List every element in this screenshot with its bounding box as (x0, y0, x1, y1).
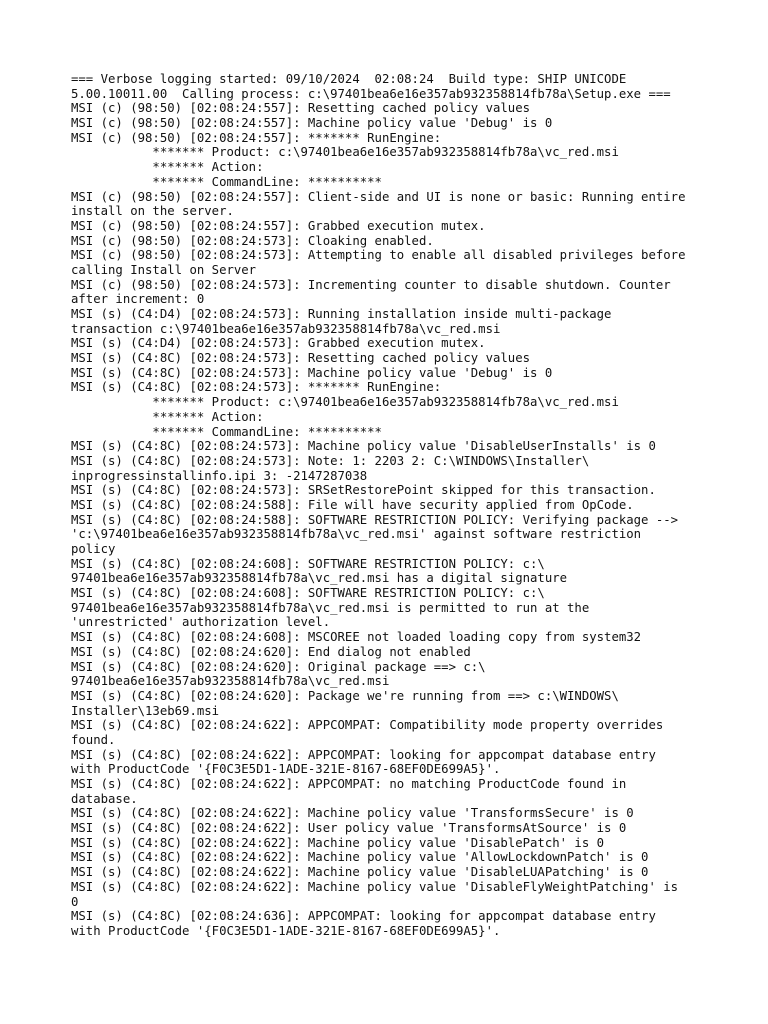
log-line: MSI (s) (C4:8C) [02:08:24:620]: Package we're running from ==> c:\WINDOWS\ (71, 688, 619, 703)
log-line: after increment: 0 (71, 292, 205, 307)
log-line: MSI (s) (C4:8C) [02:08:24:620]: Original package ==> c:\ (71, 659, 486, 674)
log-line: database. (71, 791, 138, 806)
log-line: calling Install on Server (71, 262, 257, 277)
log-line: ******* Action: (71, 160, 264, 175)
log-line: 97401bea6e16e357ab932358814fb78a\vc_red.msi (71, 674, 390, 689)
log-line: 97401bea6e16e357ab932358814fb78a\vc_red.msi has a digital signature (71, 571, 568, 586)
log-line: MSI (s) (C4:8C) [02:08:24:588]: File will have security applied from OpCode. (71, 497, 634, 512)
log-line: MSI (s) (C4:8C) [02:08:24:622]: Machine policy value 'DisablePatch' is 0 (71, 835, 605, 850)
log-line: MSI (s) (C4:8C) [02:08:24:573]: Resetting cached policy values (71, 351, 531, 366)
log-line: MSI (c) (98:50) [02:08:24:573]: Incrementing counter to disable shutdown. Counter (71, 277, 671, 292)
log-line: ******* CommandLine: ********** (71, 424, 382, 439)
log-line: ******* CommandLine: ********** (71, 174, 382, 189)
log-line: MSI (s) (C4:8C) [02:08:24:573]: Note: 1: 2203 2: C:\WINDOWS\Installer\ (71, 453, 590, 468)
log-line: policy (71, 542, 116, 556)
log-line: === Verbose logging started: 09/10/2024 02:08:24 Build type: SHIP UNICODE (71, 72, 627, 86)
log-line: 'c:\97401bea6e16e357ab932358814fb78a\vc_red.msi' against software restriction (71, 527, 642, 542)
log-line: MSI (s) (C4:8C) [02:08:24:608]: MSCOREE not loaded loading copy from system32 (71, 630, 642, 645)
log-line: MSI (s) (C4:8C) [02:08:24:622]: Machine policy value 'AllowLockdownPatch' is 0 (71, 850, 649, 865)
log-line: transaction c:\97401bea6e16e357ab932358814fb78a\vc_red.msi (71, 321, 501, 336)
log-line: MSI (s) (C4:8C) [02:08:24:622]: Machine policy value 'TransformsSecure' is 0 (71, 806, 634, 821)
log-line: MSI (s) (C4:8C) [02:08:24:622]: APPCOMPAT: looking for appcompat database entry (71, 747, 656, 762)
log-line: MSI (c) (98:50) [02:08:24:573]: Attempting to enable all disabled privileges before (71, 248, 686, 263)
log-line: MSI (c) (98:50) [02:08:24:557]: Machine policy value 'Debug' is 0 (71, 116, 553, 131)
log-line: MSI (s) (C4:8C) [02:08:24:622]: User policy value 'TransformsAtSource' is 0 (71, 821, 627, 836)
log-line: MSI (s) (C4:8C) [02:08:24:573]: Machine policy value 'Debug' is 0 (71, 365, 553, 380)
log-line: MSI (s) (C4:8C) [02:08:24:622]: APPCOMPAT: no matching ProductCode found in (71, 777, 627, 791)
log-line: 97401bea6e16e357ab932358814fb78a\vc_red.msi is permitted to run at the (71, 600, 590, 615)
log-line: ******* Product: c:\97401bea6e16e357ab932358814fb78a\vc_red.msi (71, 395, 619, 410)
log-line: MSI (c) (98:50) [02:08:24:573]: Cloaking enabled. (71, 233, 434, 248)
log-line: MSI (c) (98:50) [02:08:24:557]: Grabbed execution mutex. (71, 218, 486, 233)
log-line: MSI (s) (C4:D4) [02:08:24:573]: Grabbed execution mutex. (71, 336, 486, 351)
log-line: MSI (c) (98:50) [02:08:24:557]: ******* RunEngine: (71, 130, 442, 145)
log-line: MSI (s) (C4:8C) [02:08:24:608]: SOFTWARE RESTRICTION POLICY: c:\ (71, 586, 545, 601)
log-line: with ProductCode '{F0C3E5D1-1ADE-321E-8167-68EF0DE699A5}'. (71, 762, 501, 777)
log-line: Installer\13eb69.msi (71, 703, 220, 718)
log-line: inprogressinstallinfo.ipi 3: -2147287038 (71, 468, 368, 483)
log-line: 5.00.10011.00 Calling process: c:\97401bea6e16e357ab932358814fb78a\Setup.exe === (71, 86, 671, 101)
log-line: MSI (s) (C4:8C) [02:08:24:588]: SOFTWARE RESTRICTION POLICY: Verifying package --> (71, 512, 679, 527)
log-line: MSI (s) (C4:8C) [02:08:24:608]: SOFTWARE RESTRICTION POLICY: c:\ (71, 556, 545, 571)
log-line: MSI (s) (C4:8C) [02:08:24:620]: End dialog not enabled (71, 644, 471, 659)
log-line: ******* Product: c:\97401bea6e16e357ab932358814fb78a\vc_red.msi (71, 145, 619, 160)
log-line: MSI (c) (98:50) [02:08:24:557]: Client-side and UI is none or basic: Running entire (71, 189, 686, 204)
log-line: install on the server. (71, 204, 234, 219)
log-line: MSI (s) (C4:8C) [02:08:24:573]: SRSetRestorePoint skipped for this transaction. (71, 483, 656, 498)
log-line: 'unrestricted' authorization level. (71, 615, 331, 630)
log-line: with ProductCode '{F0C3E5D1-1ADE-321E-8167-68EF0DE699A5}'. (71, 923, 501, 938)
log-line: MSI (s) (C4:8C) [02:08:24:622]: Machine policy value 'DisableFlyWeightPatching' is (71, 879, 679, 894)
log-line: MSI (s) (C4:8C) [02:08:24:573]: Machine policy value 'DisableUserInstalls' is 0 (71, 439, 656, 454)
log-line: MSI (s) (C4:8C) [02:08:24:622]: Machine policy value 'DisableLUAPatching' is 0 (71, 865, 649, 880)
log-line: 0 (71, 894, 79, 909)
log-line: MSI (s) (C4:8C) [02:08:24:573]: ******* RunEngine: (71, 380, 442, 395)
log-line: found. (71, 732, 116, 747)
log-line: MSI (c) (98:50) [02:08:24:557]: Resetting cached policy values (71, 101, 531, 116)
log-line: ******* Action: (71, 409, 264, 424)
log-line: MSI (s) (C4:D4) [02:08:24:573]: Running installation inside multi-package (71, 307, 612, 321)
log-line: MSI (s) (C4:8C) [02:08:24:622]: APPCOMPAT: Compatibility mode property overrides (71, 718, 664, 733)
log-line: MSI (s) (C4:8C) [02:08:24:636]: APPCOMPAT: looking for appcompat database entry (71, 909, 656, 924)
